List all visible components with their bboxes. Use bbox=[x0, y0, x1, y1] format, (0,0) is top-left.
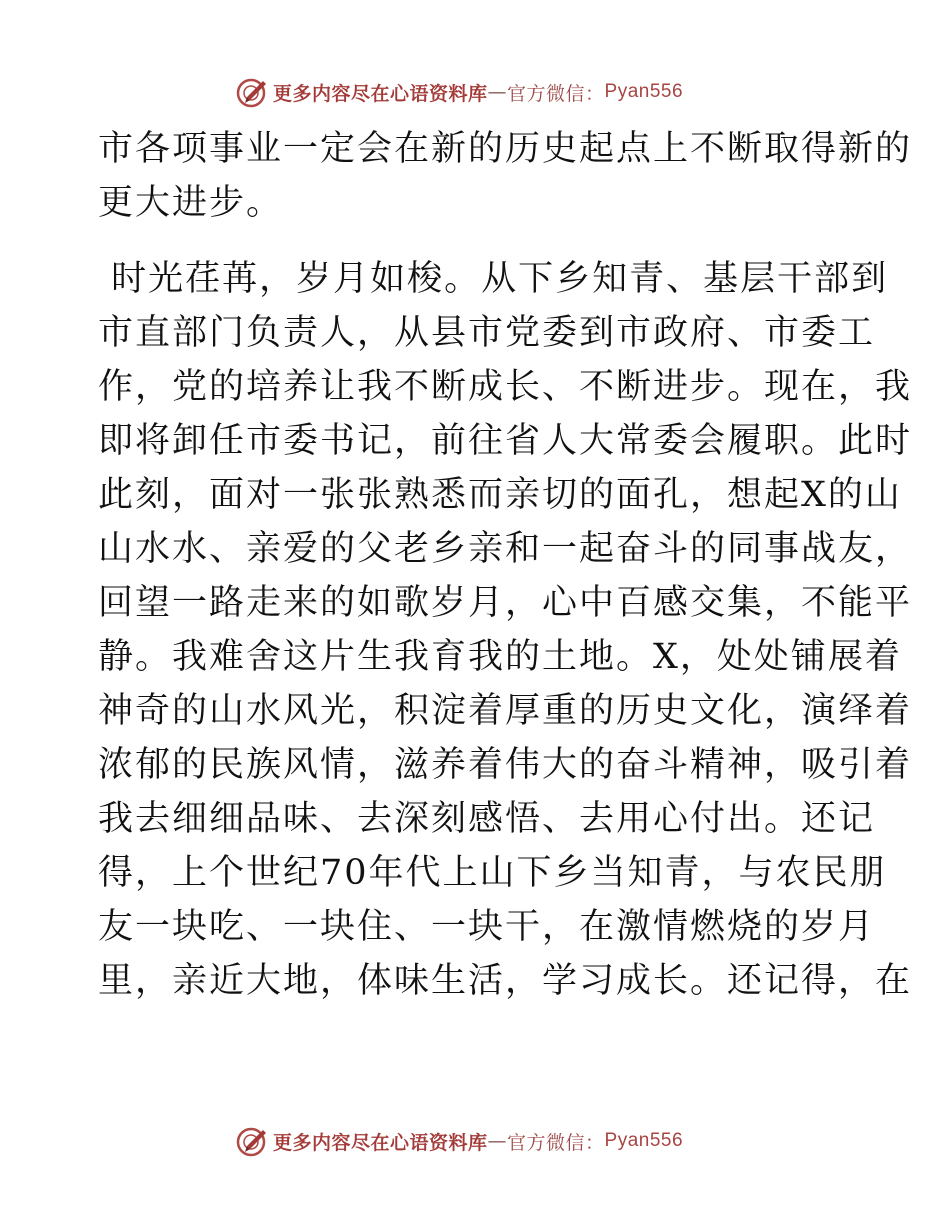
text-line: 市直部门负责人，从县市党委到市政府、市委工 bbox=[98, 313, 876, 353]
paragraph bbox=[98, 122, 913, 230]
watermark-separator: — bbox=[487, 1130, 508, 1152]
text-line: 此刻，面对一张张熟悉而亲切的面孔，想起X的山 bbox=[98, 475, 902, 515]
watermark-separator: — bbox=[487, 81, 508, 103]
pen-logo-icon bbox=[235, 75, 269, 109]
text-line: 得，上个世纪70年代上山下乡当知青，与农民朋 bbox=[98, 853, 887, 893]
text-line: 作，党的培养让我不断成长、不断进步。现在，我 bbox=[98, 367, 913, 407]
watermark-wechat-label: 官方微信： bbox=[507, 1131, 605, 1154]
footer-watermark bbox=[235, 1123, 683, 1159]
watermark-title: 更多内容尽在心语资料库 bbox=[273, 82, 488, 105]
pen-logo-icon bbox=[235, 1124, 269, 1158]
text-line: 静。我难舍这片生我育我的土地。X，处处铺展着 bbox=[98, 637, 902, 677]
watermark-wechat-id: Pyan556 bbox=[604, 1130, 684, 1151]
text-line: 市各项事业一定会在新的历史起点上不断取得新的 bbox=[98, 129, 913, 169]
watermark-wechat-label: 官方微信： bbox=[507, 82, 605, 105]
text-line: 即将卸任市委书记，前往省人大常委会履职。此时 bbox=[98, 421, 913, 461]
header-watermark bbox=[235, 74, 683, 110]
text-line: 回望一路走来的如歌岁月，心中百感交集，不能平 bbox=[98, 583, 913, 623]
text-line: 山水水、亲爱的父老乡亲和一起奋斗的同事战友， bbox=[98, 529, 913, 569]
text-line: 友一块吃、一块住、一块干，在激情燃烧的岁月 bbox=[98, 907, 876, 947]
paragraph bbox=[98, 252, 913, 1008]
text-line: 我去细细品味、去深刻感悟、去用心付出。还记 bbox=[98, 799, 876, 839]
text-line: 更大进步。 bbox=[98, 183, 284, 223]
watermark-title: 更多内容尽在心语资料库 bbox=[273, 1131, 488, 1154]
document-body bbox=[98, 122, 913, 1008]
watermark-wechat-id: Pyan556 bbox=[604, 81, 684, 102]
text-line: 时光荏苒，岁月如梭。从下乡知青、基层干部到 bbox=[98, 259, 889, 299]
text-line: 里，亲近大地，体味生活，学习成长。还记得，在 bbox=[98, 961, 913, 1001]
text-line: 神奇的山水风光，积淀着厚重的历史文化，演绎着 bbox=[98, 691, 913, 731]
text-line: 浓郁的民族风情，滋养着伟大的奋斗精神，吸引着 bbox=[98, 745, 913, 785]
